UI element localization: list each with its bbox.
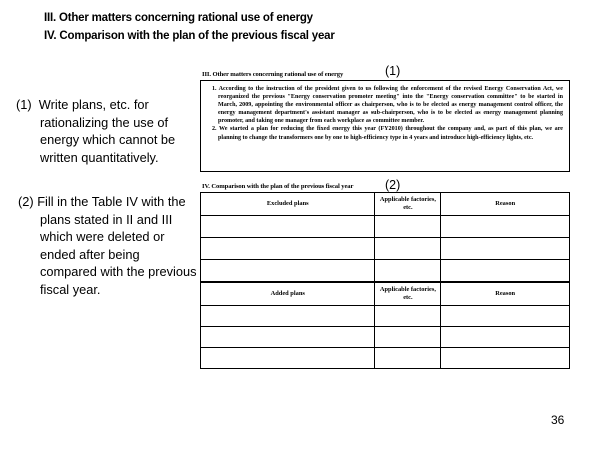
section-3-box [200,80,570,172]
table-row [201,216,570,238]
added-plans-table [200,282,570,369]
section-3-title: III. Other matters concerning rational use of energy [202,71,344,78]
added-factories-header: Applicable factories, etc. [375,283,441,306]
section-4-title: IV. Comparison with the plan of the previous fiscal year [202,183,354,190]
note-2-number: (2) [18,194,34,209]
section-3-item-1: 1. According to the instruction of the president given to us following the enforcement of the revised Energy Conservation Act, we reorganized the previous "Energy conservation promoter meeting" into the "Energy conservation committee" to be started in March, 2009, appointing the environmental officer as chairperson, who is to be elected as energy management control officer, the energy management department's assistant manager as sub-chairperson, who is to be elected as energy management planning promoter, and taking one manager from each workplace as committee member. [212,86,563,125]
added-reason-header: Reason [441,283,570,306]
page-number: 36 [551,413,565,427]
callout-1: (1) [385,64,401,78]
header-line-2: IV. Comparison with the plan of the previous fiscal year [44,30,335,42]
note-1-text: Write plans, etc. for rationalizing the use of energy which cannot be written quantitatively. [38,97,176,165]
note-2-text: Fill in the Table IV with the plans stated in II and III which were deleted or ended after being compared with the previous fiscal year. [37,194,197,297]
table-row [201,327,570,348]
excluded-reason-header: Reason [441,193,570,216]
excluded-factories-header: Applicable factories, etc. [375,193,441,216]
note-2 [18,193,200,298]
table-row [201,238,570,260]
excluded-plans-header: Excluded plans [201,193,375,216]
table-row [201,348,570,369]
table-row [201,306,570,327]
excluded-plans-table [200,192,570,282]
note-1-number: (1) [16,97,32,112]
section-3-item-2: 2. We started a plan for reducing the fixed energy this year (FY2010) throughout the company and, as part of this plan, we are planning to change the transformers one by one to high-efficiency type in 4 years and introduce high-efficiency lights, etc. [212,126,563,141]
table-row [201,260,570,282]
header-line-1: III. Other matters concerning rational use of energy [44,12,313,24]
callout-2: (2) [385,178,401,192]
added-plans-header: Added plans [201,283,375,306]
note-1 [16,96,194,166]
